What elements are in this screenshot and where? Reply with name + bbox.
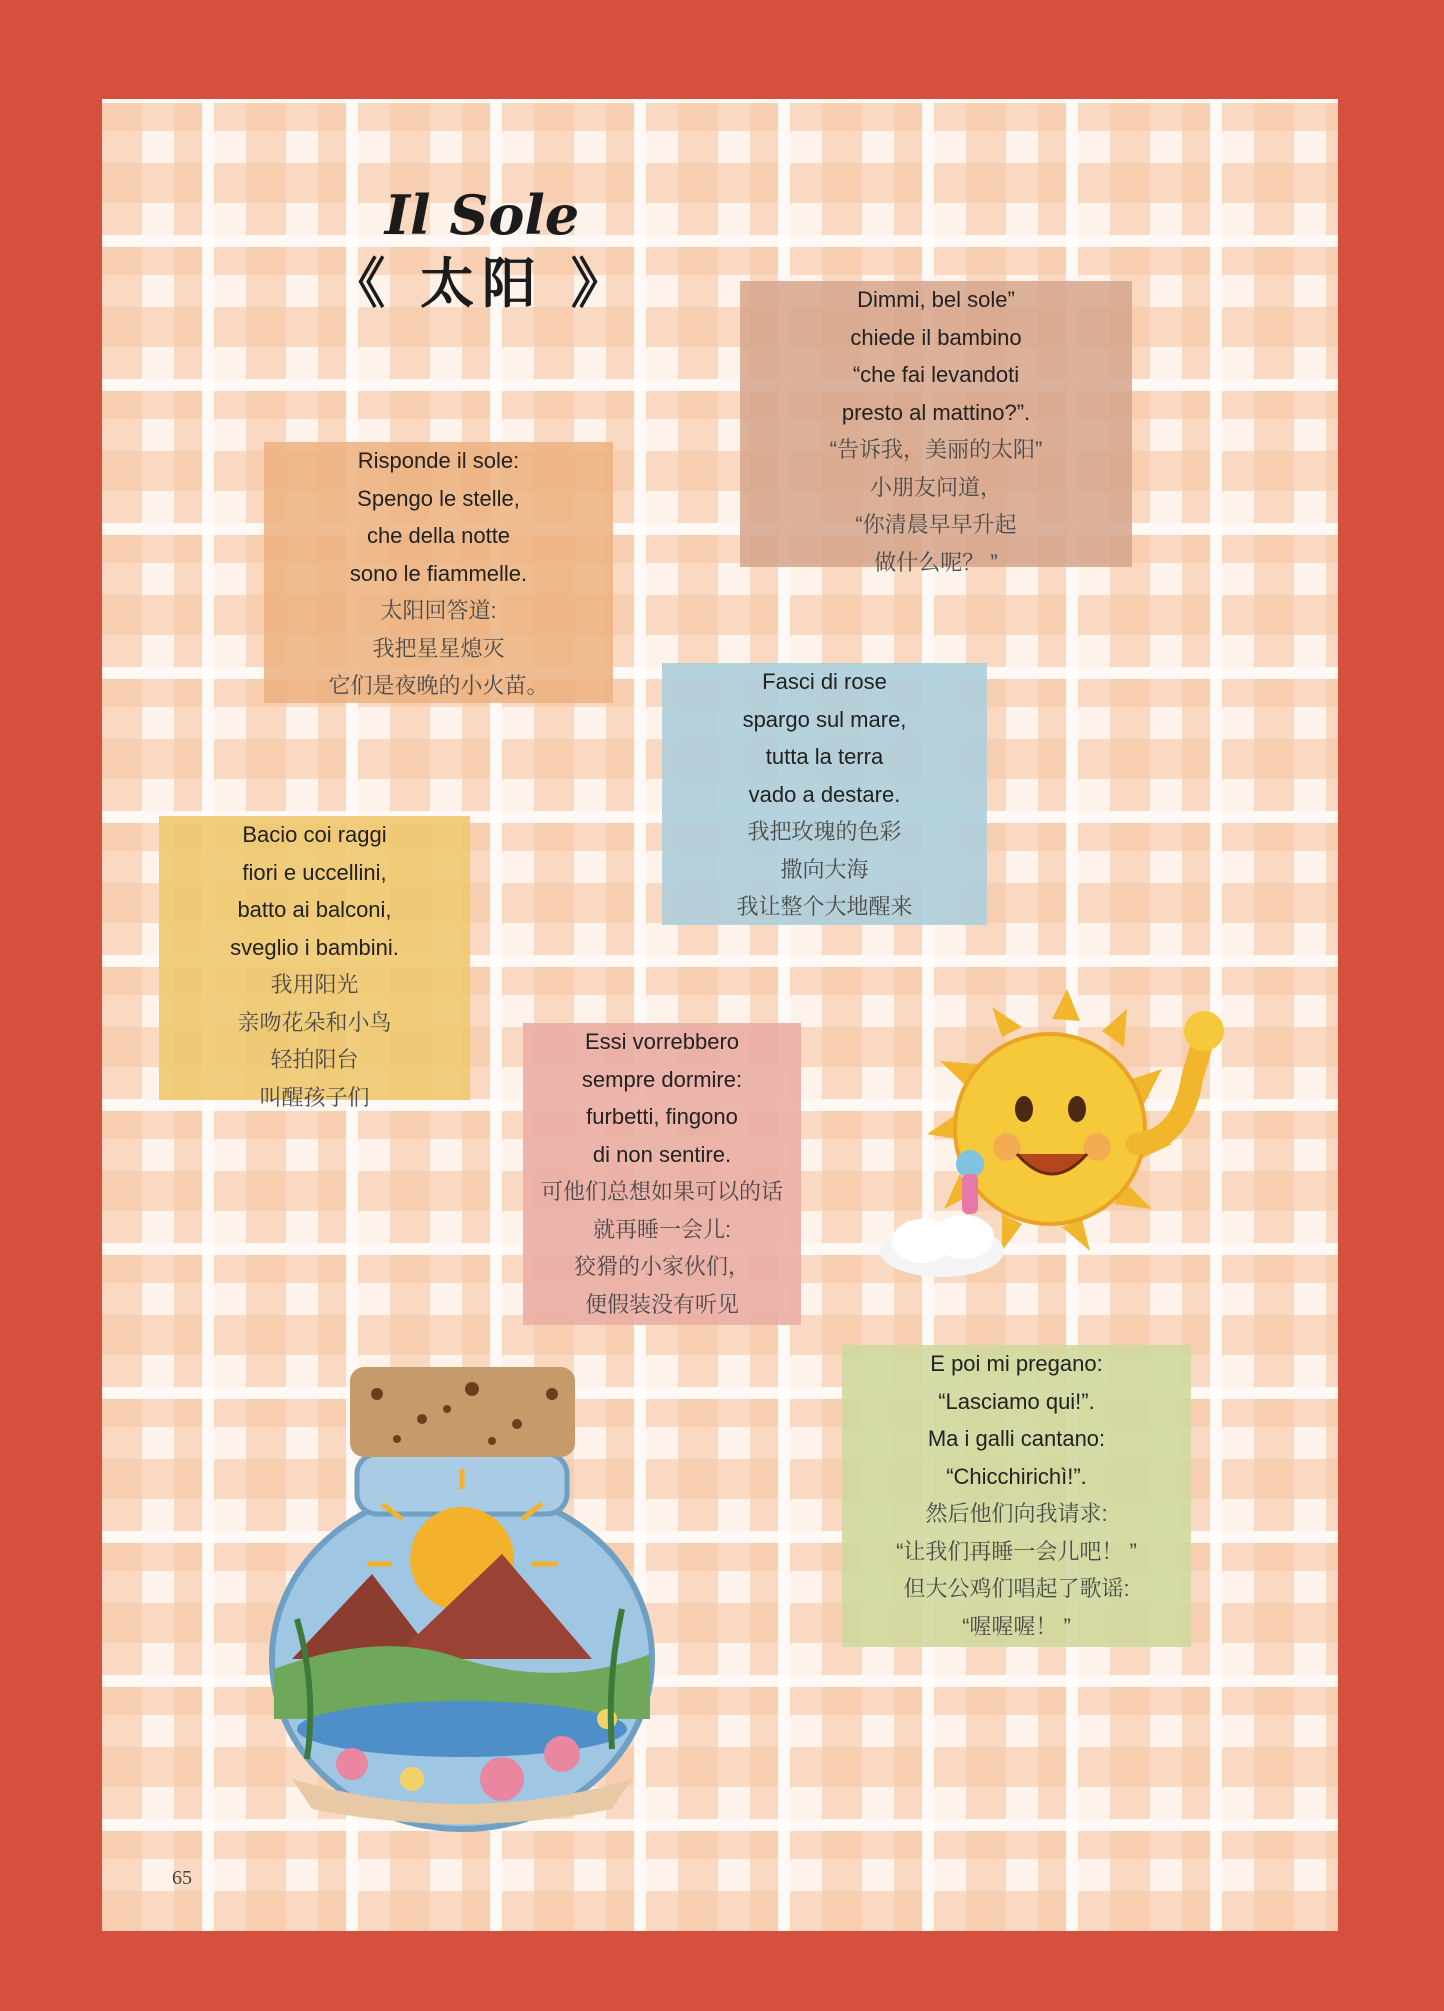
stanza-line-cn: 撒向大海	[780, 856, 869, 882]
stanza-line: Spengo le stelle,	[357, 485, 520, 511]
stanza-6	[842, 1345, 1191, 1647]
stanza-line: Dimmi, bel sole”	[857, 287, 1015, 312]
page	[102, 99, 1338, 1931]
stanza-line-cn: 轻拍阳台	[270, 1047, 359, 1072]
stanza-4	[159, 816, 470, 1110]
stanza-line-cn: “喔喔喔！ ”	[962, 1613, 1071, 1639]
stanza-line-cn: 就再睡一会儿:	[592, 1216, 732, 1242]
stanza-line: “Lasciamo qui!”.	[938, 1388, 1095, 1414]
stanza-line: chiede il bambino	[850, 324, 1022, 350]
stanza-line: spargo sul mare,	[742, 706, 907, 732]
stanza-line-cn: 叫醒孩子们	[259, 1084, 370, 1110]
stanza-line-cn: 然后他们向我请求:	[925, 1501, 1108, 1526]
stanza-line-cn: 但大公鸡们唱起了歌谣:	[903, 1576, 1130, 1601]
stanza-line-cn: 可他们总想如果可以的话	[540, 1179, 783, 1204]
title-chinese: 《 太阳 》	[331, 251, 633, 315]
stanza-line-cn: 做什么呢？ ”	[874, 549, 998, 575]
page-number: 65	[172, 1867, 192, 1889]
stanza-line: Essi vorrebbero	[584, 1029, 740, 1054]
stanza-line-cn: 我用阳光	[270, 972, 359, 997]
stanza-line: di non sentire.	[592, 1141, 732, 1167]
stanza-line-cn: 亲吻花朵和小鸟	[237, 1009, 392, 1035]
stanza-5	[523, 1023, 801, 1325]
stanza-line: “Chicchirichì!”.	[946, 1463, 1087, 1489]
stanza-line-cn: “你清晨早早升起	[855, 512, 1017, 537]
title-italian: Il Sole	[384, 183, 580, 247]
stanza-line: furbetti, fingono	[586, 1104, 738, 1129]
stanza-line: sono le fiammelle.	[349, 560, 528, 586]
stanza-line: sveglio i bambini.	[230, 934, 399, 960]
stanza-line-cn: 我让整个大地醒来	[736, 894, 913, 919]
stanza-2	[264, 442, 613, 703]
stanza-line-cn: “让我们再睡一会儿吧！ ”	[896, 1538, 1137, 1564]
stanza-line-cn: 太阳回答道:	[380, 598, 497, 623]
stanza-line: tutta la terra	[765, 744, 884, 769]
stanza-line: Fasci di rose	[762, 669, 887, 694]
page-title	[312, 183, 652, 319]
stanza-line-cn: 它们是夜晚的小火苗。	[328, 673, 549, 698]
stanza-line: “che fai levandoti	[852, 362, 1020, 387]
stanza-line: Ma i galli cantano:	[927, 1426, 1106, 1451]
stanza-line: che della notte	[366, 523, 511, 548]
stanza-3	[662, 663, 987, 925]
stanza-line: fiori e uccellini,	[242, 859, 387, 885]
stanza-line: vado a destare.	[748, 781, 901, 807]
stanza-line: E poi mi pregano:	[930, 1351, 1103, 1376]
stanza-line-cn: “告诉我，美丽的太阳”	[829, 437, 1043, 462]
stanza-line: Bacio coi raggi	[242, 822, 387, 847]
stanza-line-cn: 狡猾的小家伙们，	[573, 1254, 750, 1279]
stanza-line-cn: 我把玫瑰的色彩	[747, 819, 902, 844]
stanza-line-cn: 便假装没有听见	[584, 1291, 739, 1317]
sun-character-icon	[852, 969, 1242, 1319]
stanza-line: presto al mattino?”.	[841, 399, 1031, 425]
stanza-line: sempre dormire:	[581, 1066, 743, 1092]
stanza-1	[740, 281, 1132, 575]
stanza-line-cn: 小朋友问道，	[869, 474, 1002, 500]
stanza-line: Risponde il sole:	[357, 448, 520, 473]
stanza-line-cn: 我把星星熄灭	[372, 635, 505, 661]
jar-landscape-icon	[262, 1359, 662, 1839]
stanza-line: batto ai balconi,	[237, 897, 392, 922]
